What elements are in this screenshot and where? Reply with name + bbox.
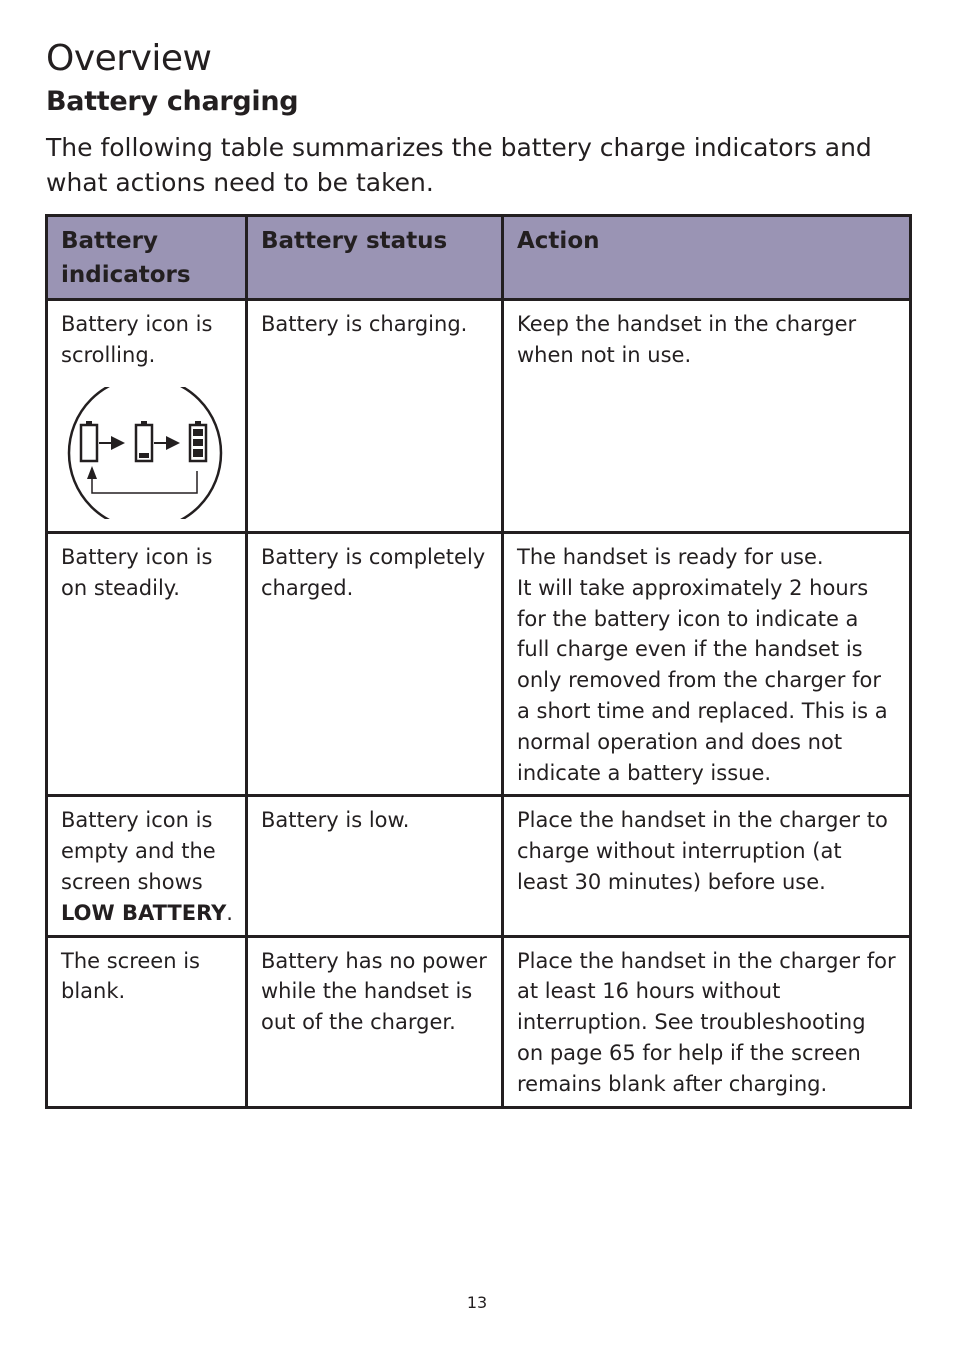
table-row	[47, 796, 911, 936]
low-battery-term: LOW BATTERY	[61, 900, 227, 925]
indicator-cell: The screen is blank.	[47, 936, 247, 1107]
status-cell: Battery is charging.	[247, 300, 503, 533]
header-action: Action	[503, 216, 911, 300]
page-title: Overview	[46, 38, 212, 79]
table-row	[47, 533, 911, 796]
indicator-cell	[47, 796, 247, 936]
action-cell	[503, 533, 911, 796]
battery-scrolling-icon	[67, 387, 223, 519]
action-text: It will take approximately 2 hours for the battery icon to indicate a full charge even if the handset is only removed from the charger for a short time and replaced. This is a normal operation and does not indicate a battery issue.	[517, 575, 888, 785]
table-row	[47, 300, 911, 533]
indicator-text: Battery icon is empty and the screen shows	[61, 808, 216, 894]
indicator-text: Battery icon is scrolling.	[61, 312, 213, 367]
action-text: Keep the handset in the charger when not in use.	[517, 312, 857, 367]
battery-indicator-table	[45, 214, 912, 1109]
table-row	[47, 936, 911, 1107]
action-text: Place the handset in the charger for at least 16 hours without interruption. See troubleshooting on page 65 for help if the screen remains blank after charging.	[517, 948, 896, 1096]
header-battery-status: Battery status	[247, 216, 503, 300]
status-cell: Battery is completely charged.	[247, 533, 503, 796]
action-text: The handset is ready for use.	[517, 545, 824, 569]
action-cell	[503, 300, 911, 533]
indicator-suffix: .	[226, 900, 233, 925]
status-cell: Battery is low.	[247, 796, 503, 936]
action-cell	[503, 796, 911, 936]
indicator-cell	[47, 300, 247, 533]
header-battery-indicators: Battery indicators	[47, 216, 247, 300]
action-cell	[503, 936, 911, 1107]
indicator-cell: Battery icon is on steadily.	[47, 533, 247, 796]
action-text: Place the handset in the charger to charge without interruption (at least 30 minutes) before use.	[517, 808, 888, 894]
table-header-row	[47, 216, 911, 300]
status-cell: Battery has no power while the handset is out of the charger.	[247, 936, 503, 1107]
page-number: 13	[466, 1293, 488, 1312]
section-title: Battery charging	[46, 86, 299, 117]
intro-paragraph: The following table summarizes the battery charge indicators and what actions need to be taken.	[46, 133, 872, 197]
